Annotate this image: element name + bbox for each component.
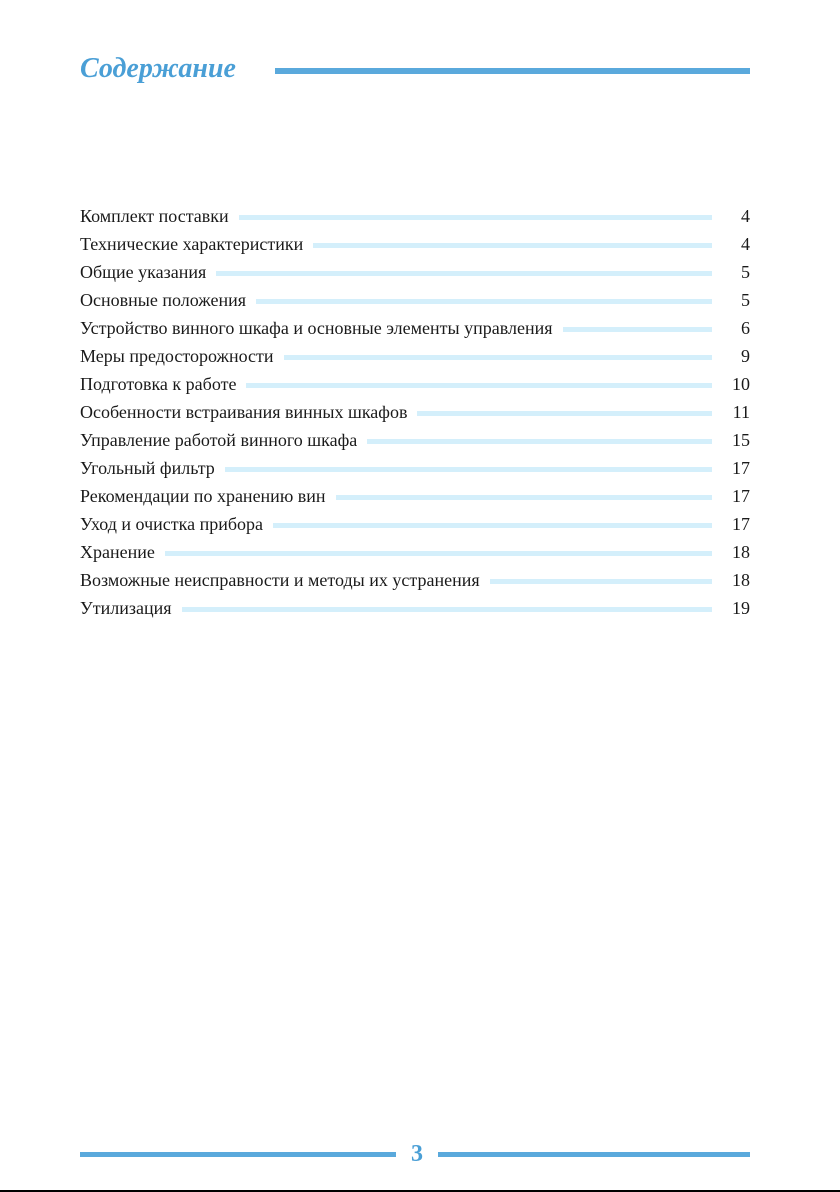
toc-entry-title: Возможные неисправности и методы их устранения xyxy=(80,570,480,590)
toc-entry[interactable] xyxy=(80,594,750,622)
toc-leader-line xyxy=(336,495,712,500)
toc-entry-title: Устройство винного шкафа и основные элементы управления xyxy=(80,318,553,338)
toc-leader-line xyxy=(367,439,712,444)
toc-entry[interactable] xyxy=(80,342,750,370)
footer-rule-right xyxy=(438,1152,750,1157)
toc-entry-title: Подготовка к работе xyxy=(80,374,237,394)
toc-entry[interactable] xyxy=(80,482,750,510)
table-of-contents xyxy=(80,202,750,622)
toc-entry-page: 9 xyxy=(741,346,750,366)
toc-leader-line xyxy=(182,607,712,612)
toc-leader-line xyxy=(490,579,712,584)
toc-leader-line xyxy=(273,523,712,528)
toc-entry[interactable] xyxy=(80,398,750,426)
toc-entry-title: Хранение xyxy=(80,542,155,562)
toc-entry-page: 15 xyxy=(732,430,750,450)
page-number: 3 xyxy=(411,1141,423,1167)
toc-entry[interactable] xyxy=(80,370,750,398)
toc-entry[interactable] xyxy=(80,202,750,230)
toc-entry-page: 6 xyxy=(741,318,750,338)
toc-entry[interactable] xyxy=(80,230,750,258)
toc-entry-title: Утилизация xyxy=(80,598,172,618)
toc-entry[interactable] xyxy=(80,426,750,454)
toc-entry-page: 4 xyxy=(741,206,750,226)
header-rule xyxy=(275,68,750,74)
toc-entry[interactable] xyxy=(80,314,750,342)
toc-entry[interactable] xyxy=(80,510,750,538)
page-title: Содержание xyxy=(80,53,236,84)
toc-entry-title: Управление работой винного шкафа xyxy=(80,430,358,450)
toc-leader-line xyxy=(216,271,712,276)
toc-entry-title: Основные положения xyxy=(80,290,246,310)
toc-entry-page: 11 xyxy=(732,402,750,422)
footer-rule-left xyxy=(80,1152,396,1157)
toc-entry-page: 4 xyxy=(741,234,750,254)
page-footer xyxy=(80,1138,750,1172)
toc-entry-title: Комплект поставки xyxy=(80,206,229,226)
toc-leader-line xyxy=(256,299,712,304)
toc-entry-title: Общие указания xyxy=(80,262,207,282)
toc-entry-page: 5 xyxy=(741,290,750,310)
toc-entry-page: 10 xyxy=(732,374,750,394)
toc-entry[interactable] xyxy=(80,286,750,314)
toc-entry-title: Рекомендации по хранению вин xyxy=(80,486,326,506)
toc-entry-page: 17 xyxy=(732,514,750,534)
toc-entry-title: Технические характеристики xyxy=(80,234,304,254)
toc-entry-page: 17 xyxy=(732,458,750,478)
toc-entry-title: Уход и очистка прибора xyxy=(80,514,263,534)
toc-entry[interactable] xyxy=(80,454,750,482)
toc-leader-line xyxy=(284,355,712,360)
toc-entry-page: 18 xyxy=(732,542,750,562)
toc-entry-title: Угольный фильтр xyxy=(80,458,215,478)
toc-leader-line xyxy=(246,383,712,388)
toc-leader-line xyxy=(563,327,713,332)
toc-entry[interactable] xyxy=(80,566,750,594)
toc-leader-line xyxy=(239,215,712,220)
toc-leader-line xyxy=(165,551,712,556)
toc-entry-title: Особенности встраивания винных шкафов xyxy=(80,402,408,422)
toc-entry[interactable] xyxy=(80,258,750,286)
toc-leader-line xyxy=(225,467,712,472)
toc-entry-page: 19 xyxy=(732,598,750,618)
toc-entry-page: 17 xyxy=(732,486,750,506)
toc-entry[interactable] xyxy=(80,538,750,566)
toc-leader-line xyxy=(313,243,712,248)
toc-leader-line xyxy=(417,411,712,416)
toc-entry-title: Меры предосторожности xyxy=(80,346,274,366)
page-header xyxy=(80,50,750,90)
toc-entry-page: 5 xyxy=(741,262,750,282)
toc-entry-page: 18 xyxy=(732,570,750,590)
